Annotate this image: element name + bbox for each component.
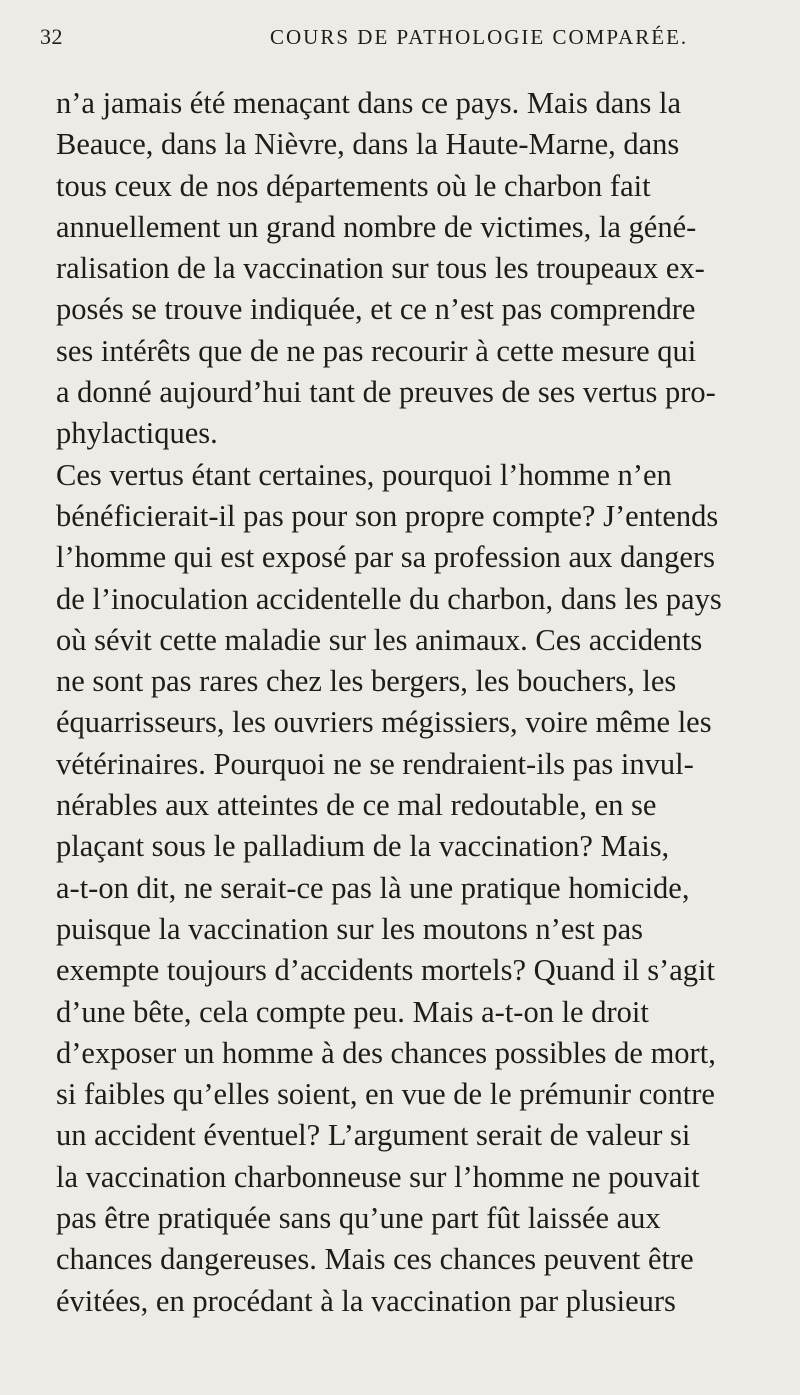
text-line: Ces vertus étant certaines, pourquoi l’homme n’en — [56, 457, 672, 492]
text-line: Beauce, dans la Nièvre, dans la Haute-Marne, dans — [56, 127, 680, 162]
text-line: a-t-on dit, ne serait-ce pas là une pratique homicide, — [56, 870, 690, 905]
text-line: posés se trouve indiquée, et ce n’est pas comprendre — [56, 292, 696, 327]
text-line: d’une bête, cela compte peu. Mais a-t-on le droit — [56, 994, 649, 1029]
text-line: évitées, en procédant à la vaccination par plusieurs — [56, 1283, 676, 1318]
text-line: vétérinaires. Pourquoi ne se rendraient-ils pas invul- — [56, 746, 694, 781]
running-title: COURS DE PATHOLOGIE COMPARÉE. — [270, 25, 689, 49]
text-line: plaçant sous le palladium de la vaccination? Mais, — [56, 829, 670, 864]
text-line: exempte toujours d’accidents mortels? Quand il s’agit — [56, 953, 715, 988]
text-line: équarrisseurs, les ouvriers mégissiers, voire même les — [56, 705, 712, 740]
text-line: tous ceux de nos départements où le charbon fait — [56, 168, 651, 203]
body-text — [56, 83, 796, 1322]
text-line: de l’inoculation accidentelle du charbon, dans les pays — [56, 581, 722, 616]
text-line: pas être pratiquée sans qu’une part fût laissée aux — [56, 1201, 661, 1236]
text-line: chances dangereuses. Mais ces chances peuvent être — [56, 1242, 694, 1277]
running-head — [40, 24, 800, 60]
page-number: 32 — [40, 24, 63, 49]
text-line: a donné aujourd’hui tant de preuves de ses vertus pro- — [56, 375, 716, 410]
text-line: l’homme qui est exposé par sa profession aux dangers — [56, 540, 715, 575]
text-line: ralisation de la vaccination sur tous les troupeaux ex- — [56, 251, 705, 286]
text-line: n’a jamais été menaçant dans ce pays. Mais dans la — [56, 86, 682, 120]
text-line: puisque la vaccination sur les moutons n’est pas — [56, 911, 644, 946]
text-line: la vaccination charbonneuse sur l’homme ne pouvait — [56, 1159, 700, 1194]
text-line: annuellement un grand nombre de victimes, la géné- — [56, 209, 697, 244]
text-line: bénéficierait-il pas pour son propre compte? J’entends — [56, 498, 719, 533]
text-line: d’exposer un homme à des chances possibles de mort, — [56, 1035, 716, 1070]
text-line: si faibles qu’elles soient, en vue de le prémunir contre — [56, 1077, 715, 1112]
text-line: ses intérêts que de ne pas recourir à cette mesure qui — [56, 333, 697, 368]
text-line: nérables aux atteintes de ce mal redoutable, en se — [56, 788, 657, 823]
text-line: où sévit cette maladie sur les animaux. Ces accidents — [56, 622, 703, 657]
text-line: ne sont pas rares chez les bergers, les bouchers, les — [56, 664, 677, 699]
text-line: un accident éventuel? L’argument serait de valeur si — [56, 1118, 691, 1153]
text-line: phylactiques. — [56, 416, 218, 451]
